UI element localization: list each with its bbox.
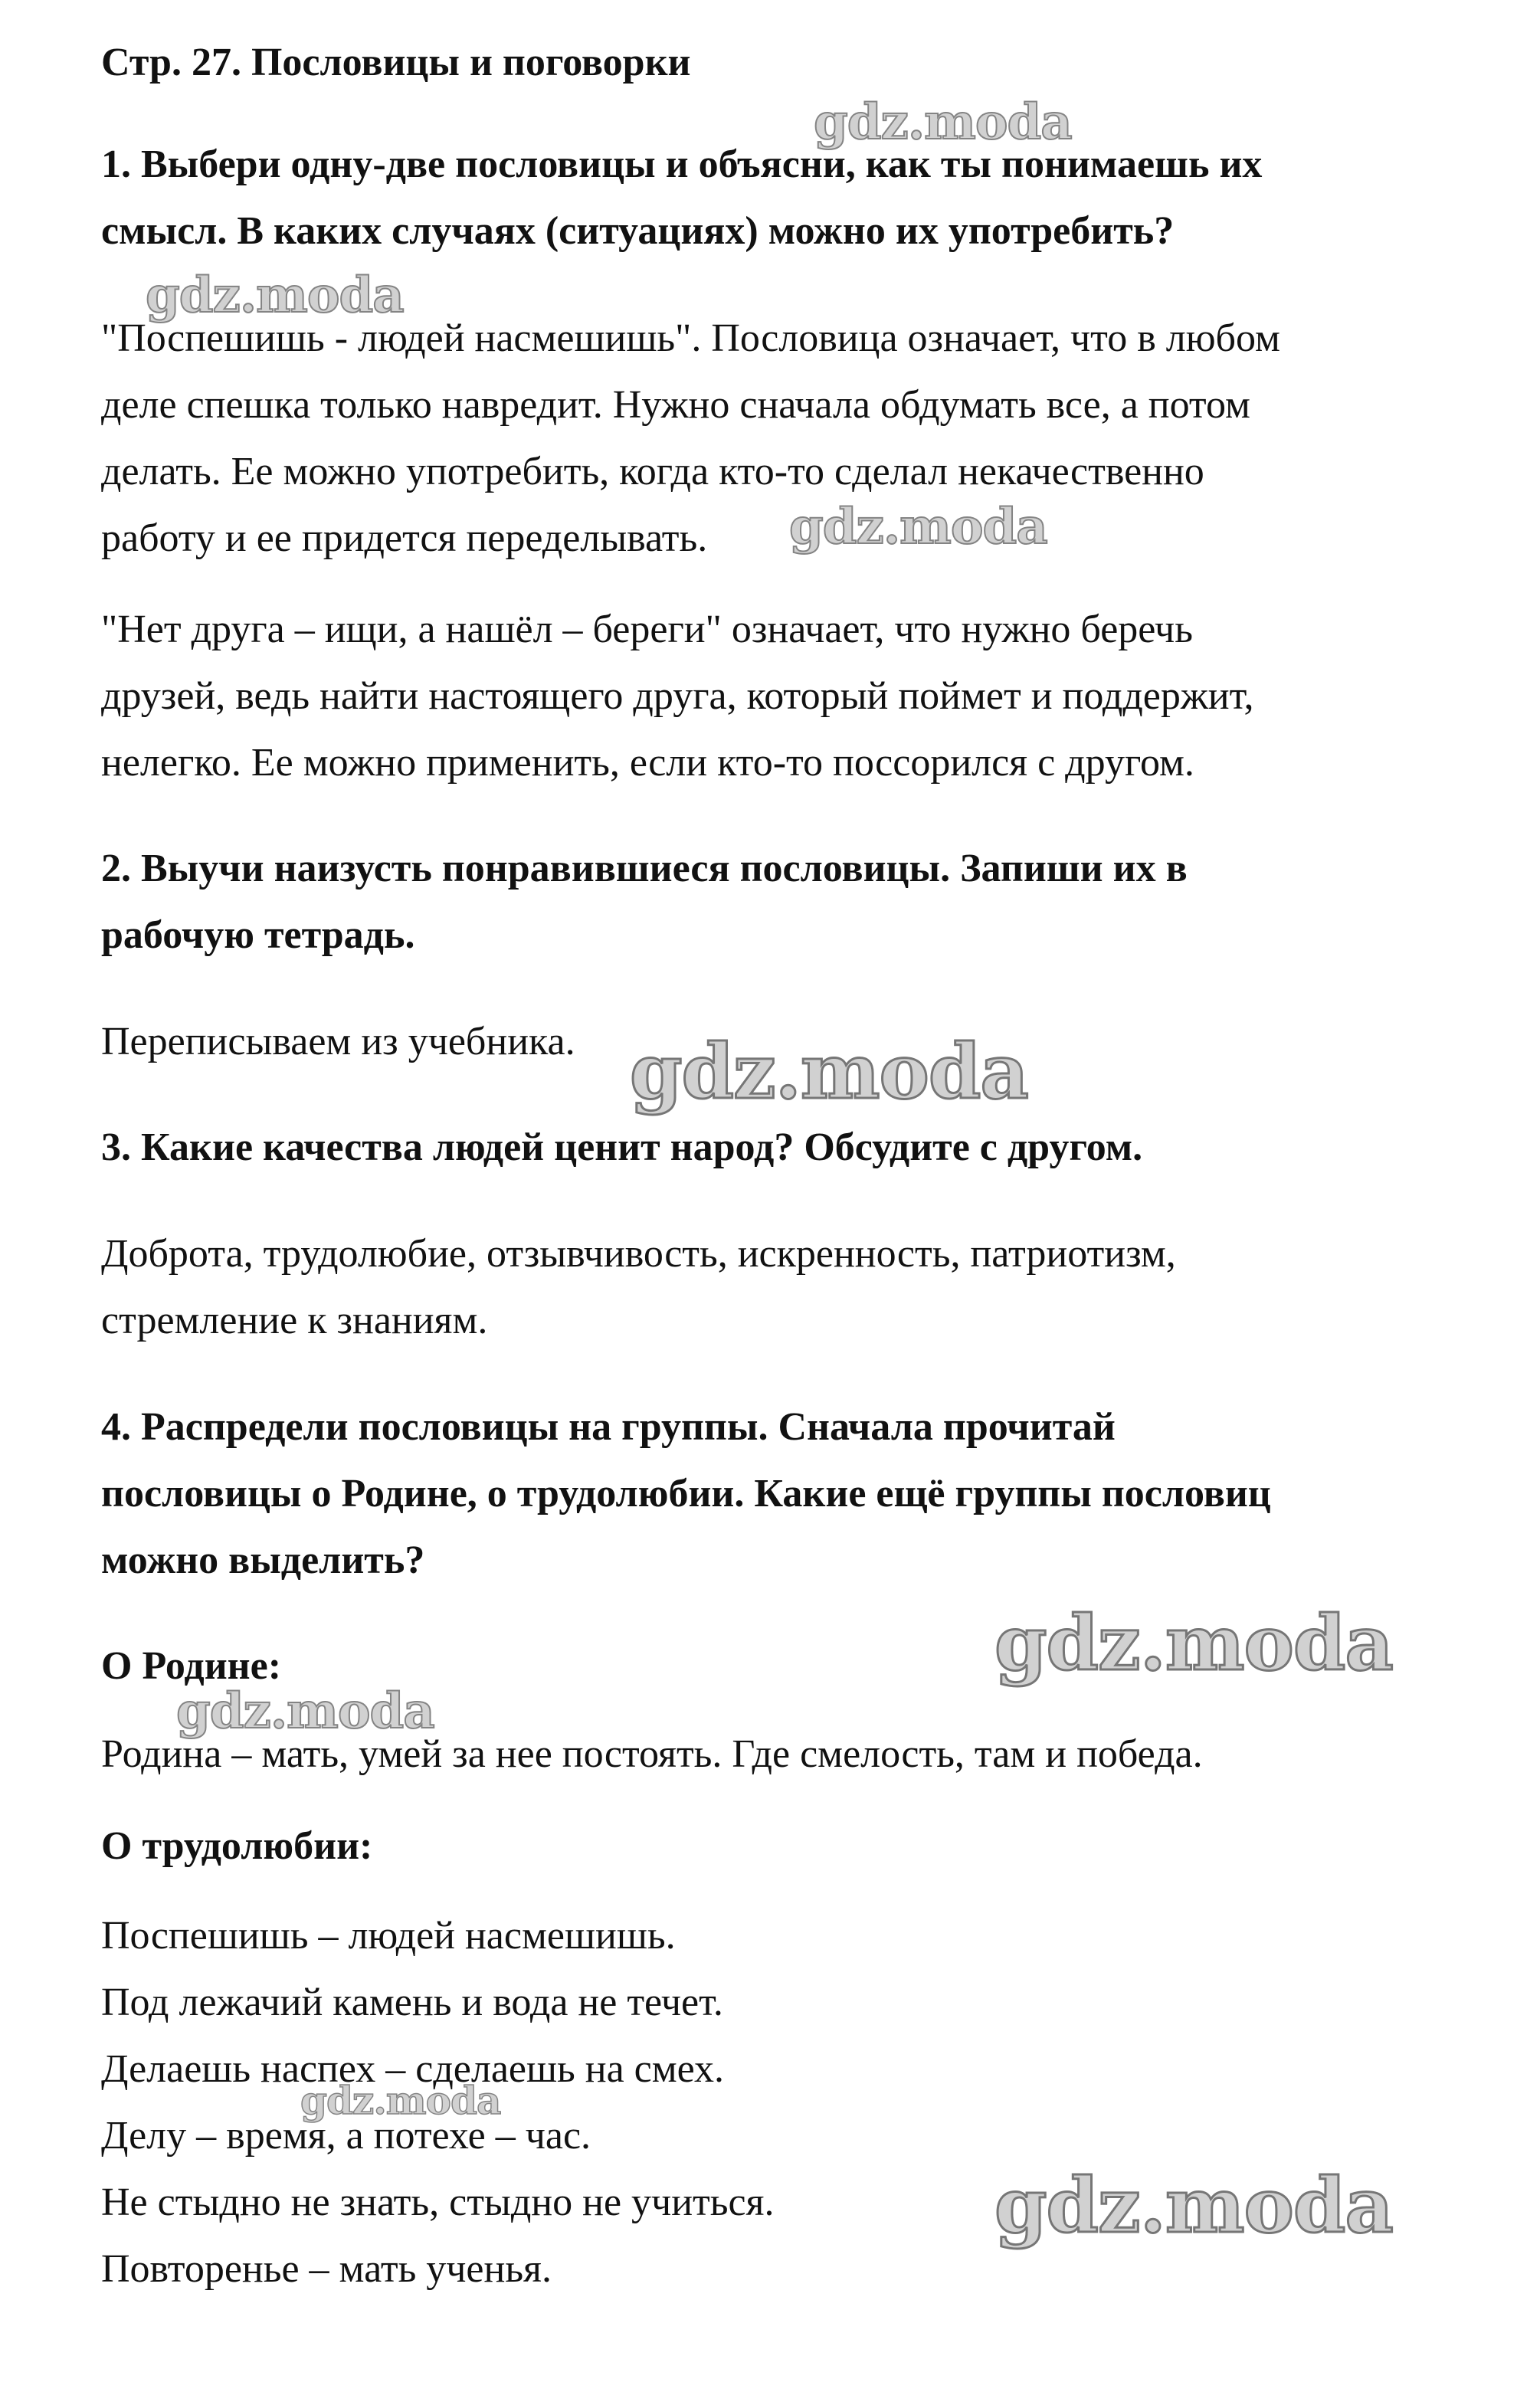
group-diligence-item-5: Не стыдно не знать, стыдно не учиться. [101, 2181, 775, 2224]
task-1-answer-2-line-3: нелегко. Ее можно применить, если кто-то поссорился с другом. [101, 741, 1194, 785]
watermark-logo: gdz.moda [994, 2162, 1393, 2250]
watermark-logo: gdz.moda [630, 1028, 1028, 1116]
watermark-logo: gdz.moda [146, 267, 404, 324]
task-4-question-line-2: пословицы о Родине, о трудолюбии. Какие ещё группы пословиц [101, 1472, 1271, 1515]
task-1-answer-1-line-1: "Поспешишь - людей насмешишь". Пословица означает, что в любом [101, 316, 1280, 360]
task-2-question-line-1: 2. Выучи наизусть понравившиеся пословицы. Запиши их в [101, 847, 1188, 890]
task-4-question-line-3: можно выделить? [101, 1538, 425, 1582]
watermark-logo: gdz.moda [994, 1600, 1393, 1688]
group-diligence-item-6: Повторенье – мать ученья. [101, 2247, 552, 2291]
group-heading-homeland: О Родине: [101, 1644, 282, 1688]
group-diligence-item-3: Делаешь наспех – сделаешь на смех. [101, 2047, 725, 2091]
watermark-logo: gdz.moda [176, 1683, 434, 1740]
task-1-answer-2-line-2: друзей, ведь найти настоящего друга, который поймет и поддержит, [101, 674, 1254, 718]
task-1-question-line-2: смысл. В каких случаях (ситуациях) можно их употребить? [101, 209, 1175, 253]
watermark-logo: gdz.moda [300, 2078, 501, 2123]
group-diligence-item-2: Под лежачий камень и вода не течет. [101, 1981, 723, 2024]
watermark-logo: gdz.moda [814, 93, 1072, 151]
task-1-answer-1-line-2: деле спешка только навредит. Нужно сначала обдумать все, а потом [101, 383, 1250, 427]
task-3-question: 3. Какие качества людей ценит народ? Обсудите с другом. [101, 1126, 1143, 1169]
group-heading-diligence: О трудолюбии: [101, 1824, 373, 1868]
task-2-question-line-2: рабочую тетрадь. [101, 913, 415, 957]
task-1-answer-1-line-4: работу и ее придется переделывать. [101, 516, 708, 560]
task-2-answer: Переписываем из учебника. [101, 1020, 575, 1063]
task-1-answer-1-line-3: делать. Ее можно употребить, когда кто-то сделал некачественно [101, 450, 1204, 493]
task-4-question-line-1: 4. Распредели пословицы на группы. Сначала прочитай [101, 1405, 1116, 1449]
watermark-logo: gdz.moda [789, 498, 1047, 555]
group-diligence-item-1: Поспешишь – людей насмешишь. [101, 1914, 676, 1958]
group-homeland-item: Родина – мать, умей за нее постоять. Где смелость, там и победа. [101, 1732, 1203, 1776]
task-3-answer-line-2: стремление к знаниям. [101, 1299, 488, 1342]
group-diligence-item-4: Делу – время, а потехе – час. [101, 2114, 591, 2158]
task-1-answer-2-line-1: "Нет друга – ищи, а нашёл – береги" означает, что нужно беречь [101, 608, 1193, 651]
task-3-answer-line-1: Доброта, трудолюбие, отзывчивость, искренность, патриотизм, [101, 1232, 1176, 1276]
task-1-question-line-1: 1. Выбери одну-две пословицы и объясни, как ты понимаешь их [101, 143, 1263, 186]
page-title: Стр. 27. Пословицы и поговорки [101, 41, 691, 84]
